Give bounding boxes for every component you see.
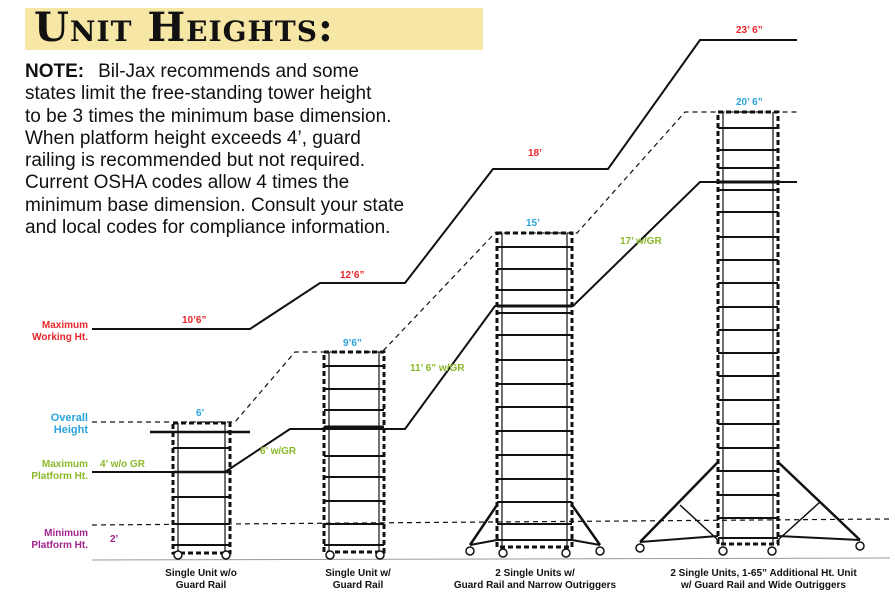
note-line: and local codes for compliance information. (25, 217, 391, 239)
caption-line: Guard Rail (175, 580, 227, 591)
label-line: Minimum (44, 528, 88, 539)
caption-tower-3 (415, 568, 655, 592)
label-line: Working Ht. (32, 332, 88, 343)
page-title: Unit Heights: (34, 4, 334, 51)
caption-line: Single Unit w/ (325, 568, 391, 579)
label-line: Maximum (41, 320, 88, 331)
note-text: Bil-Jax recommends and some (98, 61, 359, 82)
min-platform-value: 2’ (110, 534, 119, 545)
note-line: railing is recommended but not required. (25, 150, 366, 172)
overall-height-value: 9’6” (343, 338, 362, 349)
tower-single-unit-guard-rail (324, 352, 384, 559)
tower-two-units-narrow-outriggers (466, 233, 604, 557)
label-overall-height (8, 412, 88, 436)
label-line: Overall (50, 412, 88, 424)
platform-height-value: 4’ w/o GR (100, 459, 146, 470)
label-max-platform-height (8, 459, 88, 483)
working-height-value: 23’ 6” (736, 25, 763, 36)
tower-two-units-wide-outriggers (636, 112, 864, 555)
working-height-value: 18’ (528, 148, 542, 159)
ground-line (92, 558, 890, 560)
note-line: When platform height exceeds 4’, guard (25, 127, 361, 149)
label-max-working-height (8, 320, 88, 344)
caption-line: 2 Single Units w/ (495, 568, 575, 579)
caption-tower-4 (636, 568, 891, 592)
working-height-value: 12’6” (340, 270, 365, 281)
note-label: NOTE: (25, 61, 85, 82)
overall-height-value: 20’ 6” (736, 97, 763, 108)
max-working-height-line (92, 40, 797, 329)
platform-height-value: 17’ w/GR (620, 236, 662, 247)
label-line: Height (53, 424, 88, 436)
platform-height-value: 6’ w/GR (260, 446, 297, 457)
note-line: Current OSHA codes allow 4 times the (25, 172, 350, 194)
note-line: to be 3 times the minimum base dimension. (25, 105, 392, 127)
note-line: states limit the free-standing tower height (25, 83, 372, 105)
caption-line: Single Unit w/o (165, 568, 237, 579)
platform-height-value: 11’ 6” w/GR (410, 363, 465, 374)
label-min-platform-height (8, 528, 88, 552)
label-line: Platform Ht. (31, 540, 88, 551)
working-height-value: 10’6” (182, 315, 207, 326)
caption-line: 2 Single Units, 1-65” Additional Ht. Unit (670, 568, 857, 579)
tower-single-unit-no-guard-rail (150, 423, 250, 559)
overall-height-value: 6’ (196, 408, 205, 419)
overall-height-value: 15’ (526, 218, 540, 229)
label-line: Maximum (41, 459, 88, 470)
label-line: Platform Ht. (31, 471, 88, 482)
note-line: minimum base dimension. Consult your state (25, 194, 405, 216)
caption-line: w/ Guard Rail and Wide Outriggers (681, 580, 846, 591)
caption-line: Guard Rail and Narrow Outriggers (453, 580, 617, 591)
caption-line: Guard Rail (332, 580, 384, 591)
max-platform-height-line (92, 182, 797, 472)
